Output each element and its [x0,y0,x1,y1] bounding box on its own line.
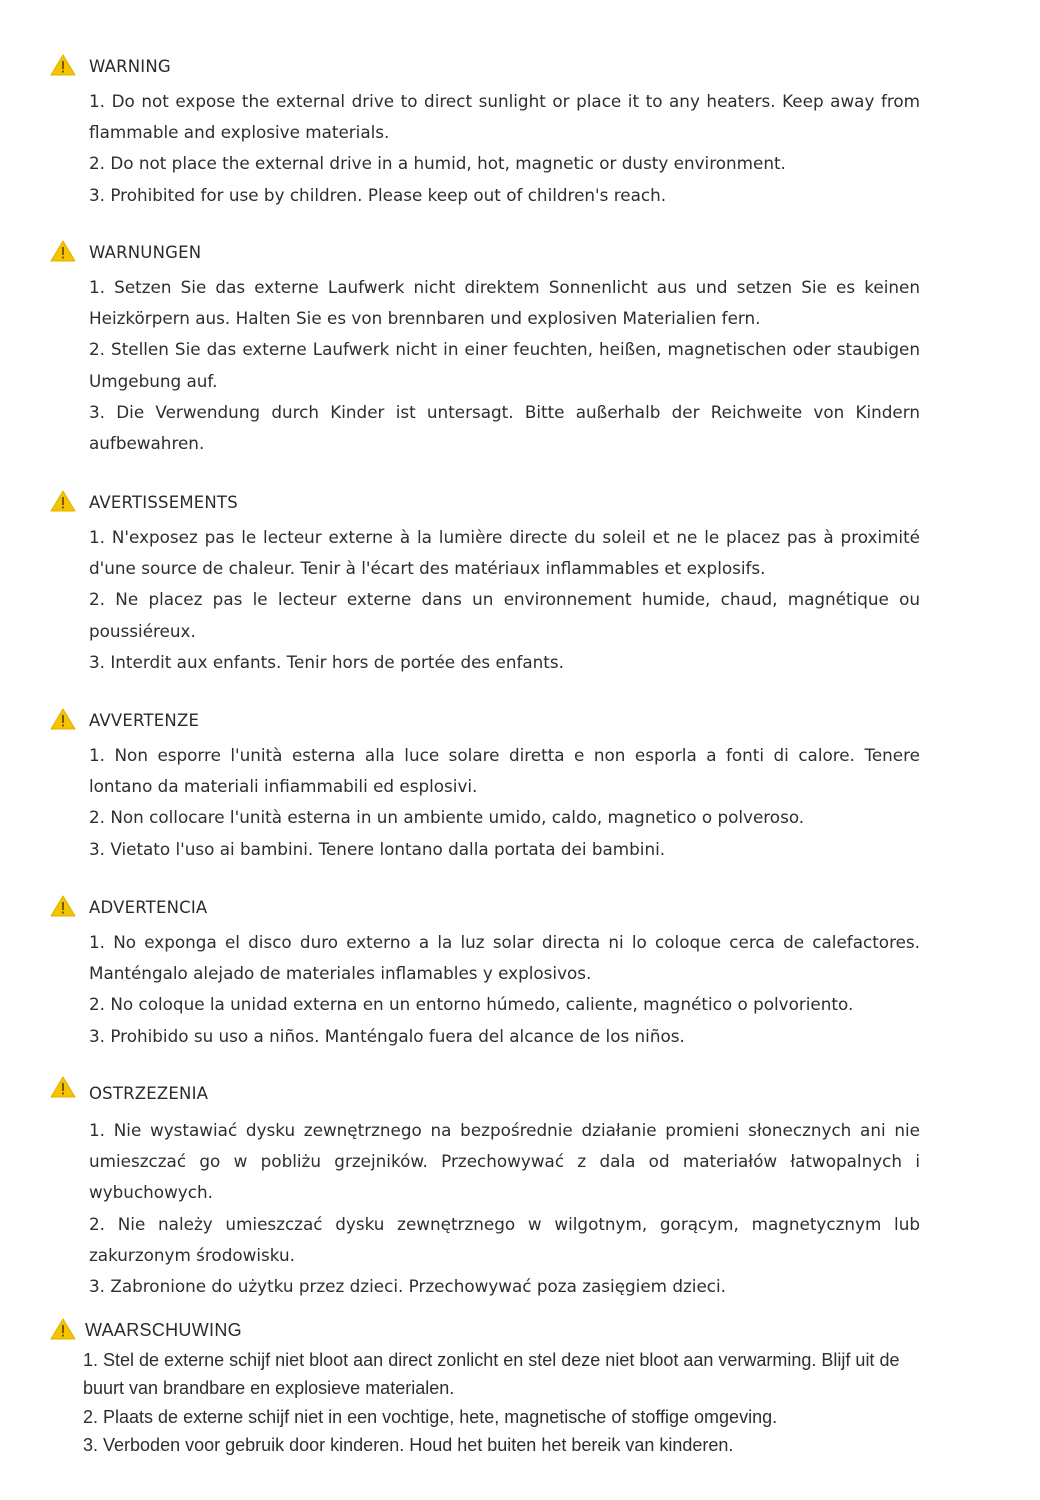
section-title: OSTRZEZENIA [89,1084,209,1103]
warning-item: 1. Non esporre l'unità esterna alla luce solare diretta e non esporla a fonti di calore. Tenere lontano da materiali infiammabili ed esplosivi. [89,745,920,797]
warning-item: 2. Nie należy umieszczać dysku zewnętrznego w wilgotnym, gorącym, magnetycznym lub zakurzonym środowisku. [89,1213,920,1265]
warning-section-it [50,708,920,865]
section-body [50,740,920,865]
section-body [50,1115,920,1302]
warning-item: 1. Do not expose the external drive to direct sunlight or place it to any heaters. Keep away from flammable and explosive materials. [89,91,920,143]
section-title: WAARSCHUWING [85,1319,242,1340]
warning-item: 3. Interdit aux enfants. Tenir hors de portée des enfants. [89,651,564,672]
warning-item: 2. Stellen Sie das externe Laufwerk nicht in einer feuchten, heißen, magnetischen oder staubigen Umgebung auf. [89,339,920,391]
warning-item: 1. Setzen Sie das externe Laufwerk nicht direktem Sonnenlicht aus und setzen Sie es keinen Heizkörpern aus. Halten Sie es von brennbaren und explosiven Materialien fern. [89,277,920,329]
warning-section-en [50,54,920,211]
warning-item: 3. Zabronione do użytku przez dzieci. Przechowywać poza zasięgiem dzieci. [89,1276,727,1297]
warning-item: 3. Vietato l'uso ai bambini. Tenere lontano dalla portata dei bambini. [89,838,666,859]
warning-item: 3. Prohibido su uso a niños. Manténgalo fuera del alcance de los niños. [89,1025,685,1046]
section-title: AVERTISSEMENTS [89,492,238,512]
warning-item: 2. Do not place the external drive in a humid, hot, magnetic or dusty environment. [89,153,786,174]
section-body [50,272,920,459]
warning-item: 3. Die Verwendung durch Kinder ist untersagt. Bitte außerhalb der Reichweite von Kindern aufbewahren. [89,401,920,454]
section-heading [50,54,920,78]
warning-item: 1. Stel de externe schijf niet bloot aan direct zonlicht en stel deze niet bloot aan verwarming. Blijf uit de buurt van brandbare en explosieve materialen. [83,1350,900,1399]
warning-triangle-icon [50,490,76,512]
warning-section-es [50,895,920,1052]
section-heading [50,708,920,732]
section-heading [50,895,920,919]
warning-triangle-icon [50,1076,76,1098]
section-title: AVVERTENZE [89,710,200,730]
warning-item: 2. No coloque la unidad externa en un entorno húmedo, caliente, magnético o polvoriento. [89,994,854,1015]
warning-triangle-icon [50,54,76,76]
warning-item: 1. No exponga el disco duro externo a la luz solar directa ni lo coloque cerca de calefactores. Manténgalo alejado de materiales inflamables y explosivos. [89,932,920,984]
warning-item: 1. N'exposez pas le lecteur externe à la lumière directe du soleil et ne le placez pas à proximité d'une source de chaleur. Tenir à l'écart des matériaux inflammables et explosifs. [89,527,920,579]
warning-item: 3. Verboden voor gebruik door kinderen. Houd het buiten het bereik van kinderen. [83,1435,734,1456]
section-heading [50,490,920,514]
section-body [50,86,920,211]
warning-section-de [50,240,920,459]
section-body [50,927,920,1052]
warning-item: 1. Nie wystawiać dysku zewnętrznego na bezpośrednie działanie promieni słonecznych ani nie umieszczać go w pobliżu grzejników. Przechowywać z dala od materiałów łatwopalnych i wybuchowych. [89,1120,920,1203]
section-title: ADVERTENCIA [89,897,208,917]
section-heading [50,240,920,264]
warning-item: 2. Non collocare l'unità esterna in un ambiente umido, caldo, magnetico o polveroso. [89,807,805,828]
warning-section-fr [50,490,920,678]
warning-triangle-icon [50,708,76,730]
section-title: WARNUNGEN [89,242,202,262]
warning-item: 2. Ne placez pas le lecteur externe dans un environnement humide, chaud, magnétique ou poussiéreux. [89,589,920,641]
warning-section-nl [50,1318,920,1460]
section-title: WARNING [89,56,171,76]
section-body [50,522,920,678]
warning-triangle-icon [50,240,76,262]
warning-item: 2. Plaats de externe schijf niet in een vochtige, hete, magnetische of stoffige omgeving. [83,1406,778,1427]
section-heading [50,1080,920,1104]
section-body [50,1346,920,1460]
section-heading [50,1318,920,1342]
warning-triangle-icon [50,895,76,917]
warning-item: 3. Prohibited for use by children. Please keep out of children's reach. [89,184,667,205]
warning-section-pl [50,1080,920,1302]
warning-triangle-icon [50,1318,76,1340]
